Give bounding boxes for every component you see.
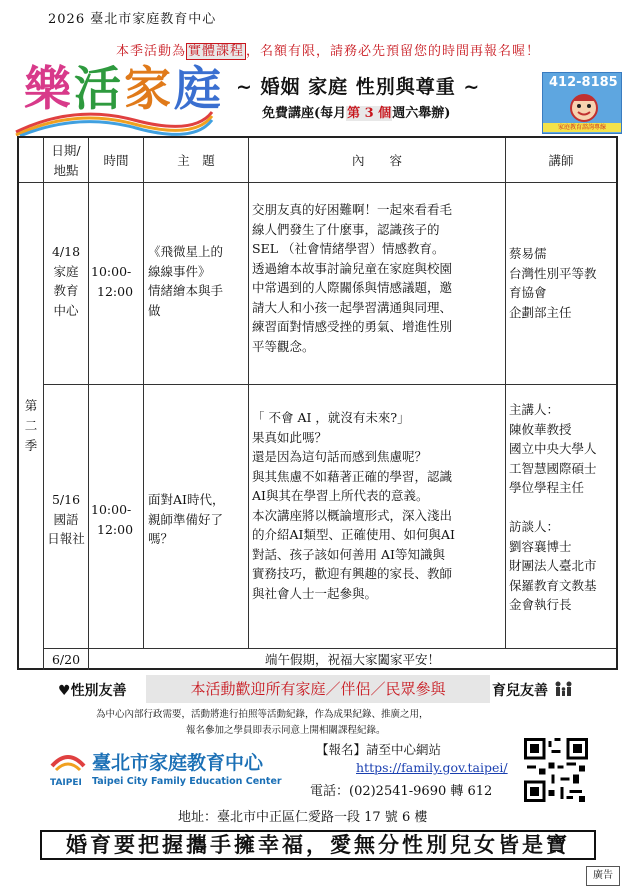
row1-content-2: 線人們發生了什麼事，認識孩子的	[252, 221, 440, 237]
row1-date-place	[44, 242, 88, 320]
hotline-number: 412-8185	[549, 75, 618, 90]
row1-content-1: 交朋友真的好困難啊！一起來看看毛	[252, 202, 453, 217]
row2-speaker-5: 學位學程主任	[509, 480, 585, 495]
row3-holiday: 端午假期，祝福大家闔家平安！	[264, 652, 440, 667]
row-divider-2	[43, 648, 616, 649]
row1-time-end: 12:00	[97, 283, 134, 299]
col-divider-topic	[248, 138, 249, 649]
center-name: 臺北市家庭教育中心	[92, 752, 264, 774]
qr-code-icon[interactable]	[524, 738, 588, 802]
header-date-place	[44, 141, 88, 180]
row1-time-start: 10:00-	[91, 264, 132, 279]
schedule-table	[17, 136, 618, 670]
row2-content-6: 本次講座將以概論壇形式，深入淺出	[252, 507, 453, 523]
col-divider-time	[143, 138, 144, 649]
header-topic: 主 題	[177, 153, 215, 168]
row1-content-4: 透過繪本故事討論兒童在家庭與校園	[252, 260, 453, 276]
row2-speaker-9: 財團法人臺北市	[509, 558, 597, 573]
row2-place-1: 國語	[53, 511, 79, 527]
notice-before: 本季活動為	[116, 44, 187, 59]
row1-content-8: 平等觀念。	[252, 338, 315, 354]
row2-content-8: 對話、孩子該如何善用 AI等知識與	[252, 546, 445, 562]
parenting-friendly-label	[492, 680, 575, 700]
row2-content-5: AI與其在學習上所代表的意義。	[252, 488, 429, 503]
row2-topic-2: 親師準備好了	[148, 511, 224, 527]
row1-place-3: 中心	[53, 302, 79, 318]
row1-content-3: SEL （社會情緒學習）情感教育。	[252, 241, 445, 256]
header-time: 時間	[103, 153, 129, 168]
row1-content-5: 中常遇到的人際關係與情感議題，邀	[252, 280, 453, 295]
parenting-friendly-text: 育兒友善	[492, 683, 548, 699]
row1-topic-4: 做	[148, 302, 161, 318]
logo-char: 活	[74, 62, 124, 117]
header-speaker: 講師	[548, 153, 574, 168]
header-date: 日期/	[51, 143, 81, 158]
row2-place-2: 日報社	[47, 531, 85, 546]
row2-speaker-2: 陳攸華教授	[509, 421, 572, 437]
ad-tag: 廣告	[586, 866, 620, 886]
phone-line: 電話：(02)2541-9690 轉 612	[310, 784, 493, 799]
subline	[262, 102, 450, 121]
subline-highlight: 第 3 個	[347, 106, 392, 121]
row3-date: 6/20	[51, 652, 81, 667]
row2-content-10: 與社會人士一起參與。	[252, 585, 378, 601]
subline-before: 免費講座(每月	[262, 106, 347, 121]
row1-place-2: 教育	[53, 283, 79, 298]
row2-content-9: 實務技巧，歡迎有興趣的家長、教師	[252, 566, 453, 581]
slogan-box: 婚育要把握攜手擁幸福，愛無分性別兒女皆是寶	[40, 830, 596, 860]
family-icon	[553, 681, 575, 697]
row2-topic	[148, 490, 252, 549]
row2-content-4: 與其焦慮不如藉著正確的學習，認識	[252, 468, 453, 484]
row1-topic-1: 《飛微星上的	[148, 244, 224, 259]
row2-content-1: 「 不會 AI ，就沒有未來?」	[252, 410, 410, 425]
series-logo	[14, 62, 234, 130]
signup-label: 【報名】請至中心網站	[316, 742, 442, 757]
heart-icon: ♥	[58, 683, 71, 699]
logo-char: 家	[124, 62, 174, 117]
center-name-en: Taipei City Family Education Center	[92, 776, 282, 787]
row1-topic-3: 情緒繪本與手	[148, 283, 224, 298]
logo-text-chars	[24, 62, 224, 117]
hotline-badge	[542, 72, 622, 134]
season-char-1: 第	[24, 398, 38, 413]
year-line: 2026 臺北市家庭教育中心	[48, 12, 217, 27]
row1-speaker-3: 育協會	[509, 285, 547, 300]
row2-time-end: 12:00	[97, 521, 134, 537]
notice	[116, 40, 540, 59]
col-divider-date	[88, 138, 89, 670]
row2-date-place	[44, 490, 88, 549]
row2-speaker-7: 訪談人：	[509, 519, 560, 534]
row2-time-start: 10:00-	[91, 502, 132, 517]
header-divider	[19, 182, 616, 183]
row2-speaker-10: 保羅教育文教基	[509, 577, 597, 593]
signup-link[interactable]: https://family.gov.taipei/	[356, 760, 508, 775]
notice-highlight: 實體課程	[188, 44, 245, 59]
logo-text	[24, 62, 224, 118]
row2-speaker-4: 工智慧國際碩士	[509, 460, 597, 476]
row2-speaker	[509, 400, 617, 615]
photo-notice-line2: 報名參加之學員即表示同意上開相關課程紀錄。	[186, 725, 386, 736]
address-line: 地址：臺北市中正區仁愛路一段 17 號 6 樓	[178, 810, 428, 825]
notice-after: ，名額有限，請務必先預留您的時間再報名喔！	[246, 44, 541, 59]
photo-notice-line1: 為中心內部行政需要，活動將進行拍照等活動紀錄，作為成果紀錄、推廣之用，	[96, 709, 429, 720]
row2-speaker-11: 金會執行長	[509, 597, 572, 612]
row2-date: 5/16	[51, 492, 81, 507]
gender-friendly-label	[58, 680, 127, 700]
row2-content-3: 還是因為這句話而感到焦慮呢？	[252, 449, 428, 464]
row2-time	[91, 500, 145, 539]
row2-speaker-6	[509, 498, 617, 518]
row2-content	[252, 408, 508, 603]
row1-content-7: 練習面對情感受挫的勇氣、增進性別	[252, 319, 453, 334]
subline-after: 週六舉辦)	[392, 106, 451, 121]
header-place: 地點	[53, 162, 79, 178]
row2-content-7: 的介紹AI類型、正確使用、如何與AI	[252, 527, 455, 542]
row2-speaker-8: 劉容襄博士	[509, 538, 572, 554]
welcome-banner: 本活動歡迎所有家庭／伴侶／民眾參與	[146, 675, 490, 703]
season-char-2: 二	[24, 418, 38, 433]
row1-content-6: 請大人和小孩一起學習溝通與同理、	[252, 299, 453, 315]
row2-topic-1: 面對AI時代，	[148, 492, 225, 507]
row1-speaker-2: 台灣性別平等教	[509, 265, 597, 281]
row1-speaker	[509, 244, 617, 322]
col-divider-season	[43, 138, 44, 670]
row1-topic	[148, 242, 252, 320]
row1-topic-2: 線線事件》	[148, 263, 211, 279]
hotline-caption: 家庭教育諮詢專線	[543, 123, 621, 132]
row1-date: 4/18	[51, 244, 81, 259]
row1-speaker-1: 蔡易儒	[509, 246, 547, 261]
gender-friendly-text: 性別友善	[70, 683, 127, 699]
row1-place-1: 家庭	[53, 263, 79, 279]
headline: ~ 婚姻 家庭 性別與尊重 ~	[236, 76, 481, 98]
row1-content	[252, 200, 508, 356]
logo-char: 庭	[174, 62, 224, 117]
center-logo	[46, 746, 296, 796]
row2-topic-3: 嗎？	[148, 531, 174, 546]
row2-speaker-3: 國立中央大學人	[509, 441, 597, 456]
row2-speaker-1: 主講人：	[509, 402, 560, 417]
season-label	[19, 396, 43, 456]
row1-time	[91, 262, 145, 301]
taipei-mark: TAIPEI	[50, 778, 82, 788]
row2-content-2: 果真如此嗎？	[252, 429, 328, 445]
row1-speaker-4: 企劃部主任	[509, 304, 572, 320]
taipei-logo-icon	[48, 752, 88, 788]
cartoon-family-icon	[567, 91, 601, 125]
row-divider-1	[43, 384, 616, 385]
header-content: 內 容	[351, 153, 402, 168]
season-char-3: 季	[24, 438, 38, 453]
logo-char: 樂	[24, 62, 74, 117]
